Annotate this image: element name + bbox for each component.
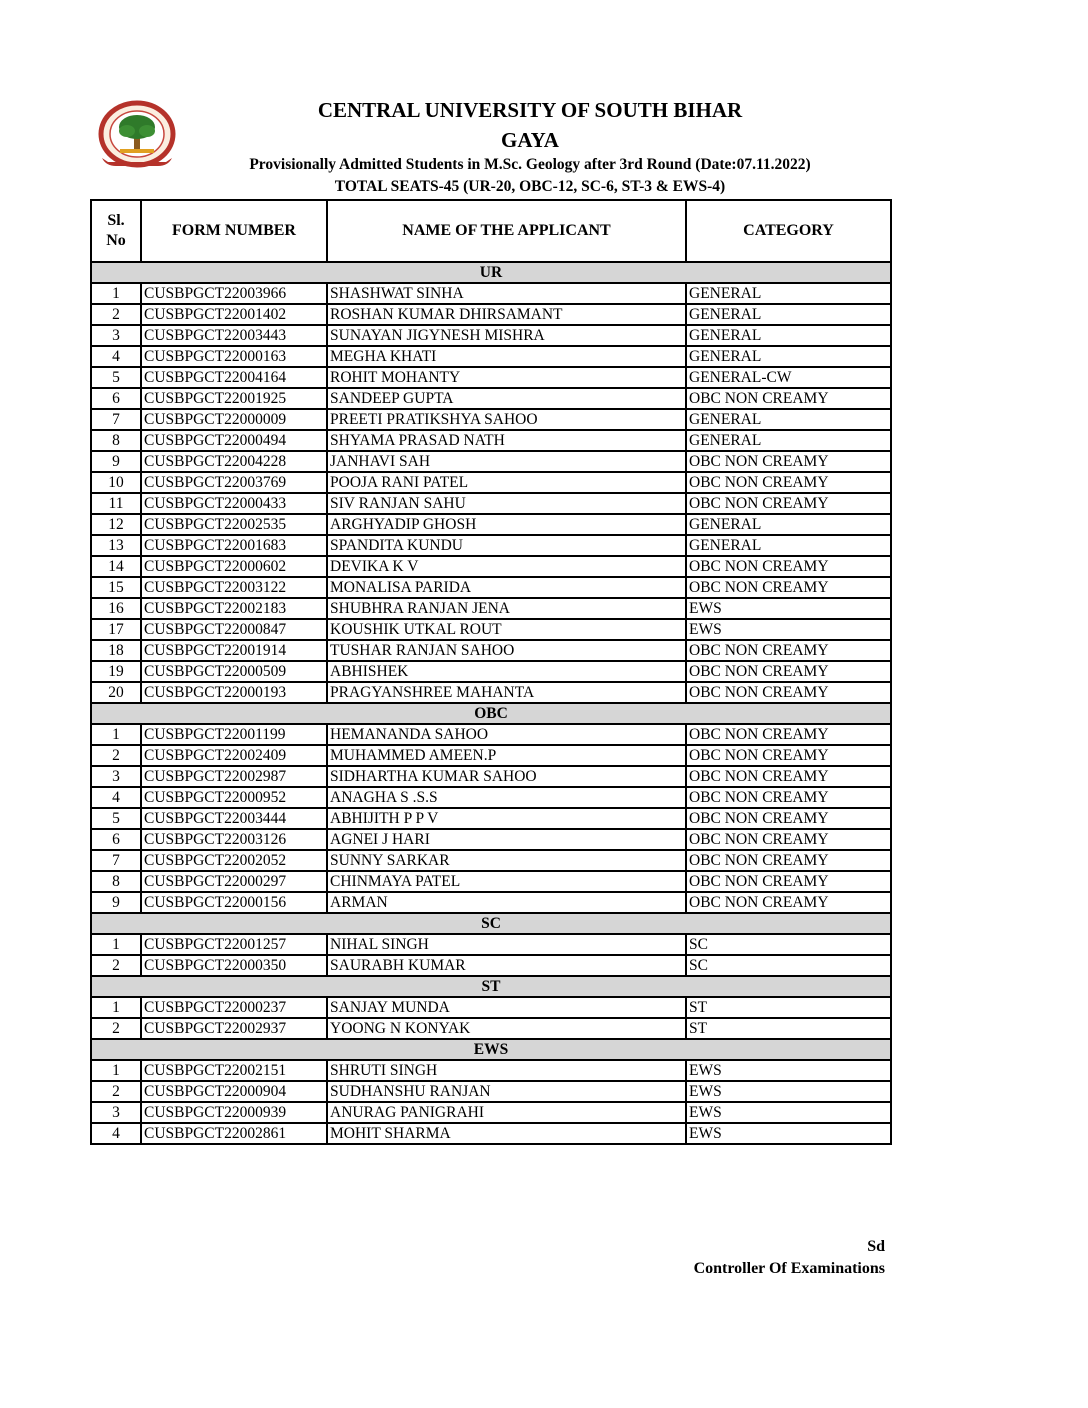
form-number-cell: CUSBPGCT22003769 [141,472,327,493]
admission-table [90,199,892,1145]
table-row [91,745,891,766]
category-cell: EWS [686,598,891,619]
applicant-name-cell: TUSHAR RANJAN SAHOO [327,640,686,661]
category-cell: OBC NON CREAMY [686,640,891,661]
form-number-cell: CUSBPGCT22001925 [141,388,327,409]
serial-number-cell: 11 [91,493,141,514]
table-row [91,388,891,409]
serial-number-cell: 2 [91,745,141,766]
form-number-cell: CUSBPGCT22003122 [141,577,327,598]
form-number-cell: CUSBPGCT22000494 [141,430,327,451]
table-row [91,598,891,619]
applicant-name-cell: AGNEI J HARI [327,829,686,850]
serial-number-cell: 8 [91,871,141,892]
form-number-cell: CUSBPGCT22000602 [141,556,327,577]
table-row [91,997,891,1018]
serial-number-cell: 20 [91,682,141,703]
serial-number-cell: 7 [91,850,141,871]
category-cell: GENERAL [686,283,891,304]
section-title: OBC [91,703,891,724]
table-row [91,787,891,808]
table-header-row [91,200,891,262]
category-cell: GENERAL [686,409,891,430]
table-row [91,766,891,787]
form-number-cell: CUSBPGCT22002151 [141,1060,327,1081]
applicant-name-cell: NIHAL SINGH [327,934,686,955]
category-cell: EWS [686,1081,891,1102]
category-cell: OBC NON CREAMY [686,724,891,745]
applicant-name-cell: SANDEEP GUPTA [327,388,686,409]
form-number-cell: CUSBPGCT22003966 [141,283,327,304]
category-cell: OBC NON CREAMY [686,556,891,577]
applicant-name-cell: PREETI PRATIKSHYA SAHOO [327,409,686,430]
table-row [91,283,891,304]
category-cell: ST [686,1018,891,1039]
serial-number-cell: 14 [91,556,141,577]
form-number-cell: CUSBPGCT22002409 [141,745,327,766]
serial-number-cell: 7 [91,409,141,430]
applicant-name-cell: SHASHWAT SINHA [327,283,686,304]
applicant-name-cell: ANURAG PANIGRAHI [327,1102,686,1123]
applicant-name-cell: PRAGYANSHREE MAHANTA [327,682,686,703]
serial-number-cell: 1 [91,283,141,304]
table-row [91,619,891,640]
table-row [91,1123,891,1144]
column-header-sl-no [91,200,141,262]
applicant-name-cell: SUNNY SARKAR [327,850,686,871]
applicant-name-cell: MEGHA KHATI [327,346,686,367]
form-number-cell: CUSBPGCT22002937 [141,1018,327,1039]
applicant-name-cell: ABHIJITH P P V [327,808,686,829]
category-cell: OBC NON CREAMY [686,493,891,514]
section-header-row [91,976,891,997]
applicant-name-cell: ROSHAN KUMAR DHIRSAMANT [327,304,686,325]
table-row [91,682,891,703]
serial-number-cell: 4 [91,346,141,367]
table-row [91,661,891,682]
form-number-cell: CUSBPGCT22002535 [141,514,327,535]
form-number-cell: CUSBPGCT22001683 [141,535,327,556]
applicant-name-cell: ROHIT MOHANTY [327,367,686,388]
signatory-title: Controller Of Examinations [693,1260,885,1277]
category-cell: EWS [686,619,891,640]
table-row [91,892,891,913]
serial-number-cell: 17 [91,619,141,640]
serial-number-cell: 3 [91,1102,141,1123]
category-cell: OBC NON CREAMY [686,745,891,766]
form-number-cell: CUSBPGCT22003444 [141,808,327,829]
form-number-cell: CUSBPGCT22000193 [141,682,327,703]
table-row [91,1018,891,1039]
form-number-cell: CUSBPGCT22000939 [141,1102,327,1123]
serial-number-cell: 3 [91,766,141,787]
serial-number-cell: 18 [91,640,141,661]
serial-number-cell: 3 [91,325,141,346]
table-row [91,934,891,955]
category-cell: OBC NON CREAMY [686,787,891,808]
table-row [91,367,891,388]
category-cell: OBC NON CREAMY [686,871,891,892]
category-cell: SC [686,955,891,976]
form-number-cell: CUSBPGCT22002183 [141,598,327,619]
table-row [91,535,891,556]
applicant-name-cell: HEMANANDA SAHOO [327,724,686,745]
serial-number-cell: 2 [91,1018,141,1039]
category-cell: OBC NON CREAMY [686,472,891,493]
column-header-no: No [106,232,126,249]
table-row [91,808,891,829]
table-row [91,640,891,661]
category-cell: OBC NON CREAMY [686,766,891,787]
table-row [91,829,891,850]
category-cell: GENERAL [686,535,891,556]
form-number-cell: CUSBPGCT22001199 [141,724,327,745]
applicant-name-cell: DEVIKA K V [327,556,686,577]
applicant-name-cell: JANHAVI SAH [327,451,686,472]
category-cell: GENERAL-CW [686,367,891,388]
column-header-category: CATEGORY [686,200,891,262]
category-cell: ST [686,997,891,1018]
applicant-name-cell: MUHAMMED AMEEN.P [327,745,686,766]
applicant-name-cell: MOHIT SHARMA [327,1123,686,1144]
table-row [91,850,891,871]
table-row [91,871,891,892]
applicant-name-cell: SHUBHRA RANJAN JENA [327,598,686,619]
serial-number-cell: 1 [91,934,141,955]
serial-number-cell: 13 [91,535,141,556]
form-number-cell: CUSBPGCT22000847 [141,619,327,640]
form-number-cell: CUSBPGCT22000163 [141,346,327,367]
table-row [91,577,891,598]
applicant-name-cell: SIDHARTHA KUMAR SAHOO [327,766,686,787]
form-number-cell: CUSBPGCT22003126 [141,829,327,850]
section-title: UR [91,262,891,283]
university-title: CENTRAL UNIVERSITY OF SOUTH BIHAR [317,98,743,122]
serial-number-cell: 2 [91,955,141,976]
table-row [91,724,891,745]
form-number-cell: CUSBPGCT22001257 [141,934,327,955]
form-number-cell: CUSBPGCT22000009 [141,409,327,430]
serial-number-cell: 6 [91,829,141,850]
form-number-cell: CUSBPGCT22001914 [141,640,327,661]
university-city: GAYA [501,128,559,152]
serial-number-cell: 5 [91,367,141,388]
applicant-name-cell: ARGHYADIP GHOSH [327,514,686,535]
applicant-name-cell: POOJA RANI PATEL [327,472,686,493]
category-cell: OBC NON CREAMY [686,892,891,913]
form-number-cell: CUSBPGCT22002987 [141,766,327,787]
form-number-cell: CUSBPGCT22000156 [141,892,327,913]
form-number-cell: CUSBPGCT22002861 [141,1123,327,1144]
category-cell: GENERAL [686,304,891,325]
table-row [91,430,891,451]
category-cell: OBC NON CREAMY [686,808,891,829]
total-seats: TOTAL SEATS-45 (UR-20, OBC-12, SC-6, ST-3 & EWS-4) [334,178,726,195]
serial-number-cell: 9 [91,451,141,472]
serial-number-cell: 10 [91,472,141,493]
table-row [91,472,891,493]
list-subtitle: Provisionally Admitted Students in M.Sc. Geology after 3rd Round (Date:07.11.2022) [249,156,811,173]
table-row [91,451,891,472]
applicant-name-cell: MONALISA PARIDA [327,577,686,598]
serial-number-cell: 12 [91,514,141,535]
applicant-name-cell: SHRUTI SINGH [327,1060,686,1081]
table-row [91,514,891,535]
section-header-row [91,1039,891,1060]
section-header-row [91,703,891,724]
form-number-cell: CUSBPGCT22000509 [141,661,327,682]
serial-number-cell: 4 [91,787,141,808]
section-title: EWS [91,1039,891,1060]
serial-number-cell: 2 [91,304,141,325]
serial-number-cell: 9 [91,892,141,913]
form-number-cell: CUSBPGCT22004228 [141,451,327,472]
serial-number-cell: 15 [91,577,141,598]
applicant-name-cell: SUNAYAN JIGYNESH MISHRA [327,325,686,346]
form-number-cell: CUSBPGCT22003443 [141,325,327,346]
form-number-cell: CUSBPGCT22002052 [141,850,327,871]
form-number-cell: CUSBPGCT22000237 [141,997,327,1018]
serial-number-cell: 1 [91,724,141,745]
form-number-cell: CUSBPGCT22000350 [141,955,327,976]
category-cell: GENERAL [686,325,891,346]
table-row [91,346,891,367]
applicant-name-cell: SANJAY MUNDA [327,997,686,1018]
column-header-applicant-name: NAME OF THE APPLICANT [327,200,686,262]
serial-number-cell: 16 [91,598,141,619]
serial-number-cell: 1 [91,1060,141,1081]
table-row [91,1081,891,1102]
category-cell: OBC NON CREAMY [686,829,891,850]
serial-number-cell: 6 [91,388,141,409]
table-row [91,493,891,514]
table-row [91,556,891,577]
section-title: ST [91,976,891,997]
category-cell: SC [686,934,891,955]
section-header-row [91,913,891,934]
category-cell: EWS [686,1102,891,1123]
signature-sd: Sd [867,1238,885,1255]
applicant-name-cell: YOONG N KONYAK [327,1018,686,1039]
serial-number-cell: 1 [91,997,141,1018]
category-cell: GENERAL [686,346,891,367]
table-row [91,325,891,346]
applicant-name-cell: SUDHANSHU RANJAN [327,1081,686,1102]
table-row [91,955,891,976]
category-cell: OBC NON CREAMY [686,577,891,598]
category-cell: OBC NON CREAMY [686,388,891,409]
category-cell: EWS [686,1060,891,1081]
category-cell: GENERAL [686,430,891,451]
form-number-cell: CUSBPGCT22000297 [141,871,327,892]
form-number-cell: CUSBPGCT22004164 [141,367,327,388]
applicant-name-cell: SHYAMA PRASAD NATH [327,430,686,451]
serial-number-cell: 4 [91,1123,141,1144]
applicant-name-cell: ABHISHEK [327,661,686,682]
category-cell: OBC NON CREAMY [686,850,891,871]
serial-number-cell: 19 [91,661,141,682]
applicant-name-cell: CHINMAYA PATEL [327,871,686,892]
table-row [91,409,891,430]
applicant-name-cell: SPANDITA KUNDU [327,535,686,556]
applicant-name-cell: SAURABH KUMAR [327,955,686,976]
serial-number-cell: 2 [91,1081,141,1102]
applicant-name-cell: SIV RANJAN SAHU [327,493,686,514]
serial-number-cell: 8 [91,430,141,451]
table-row [91,1102,891,1123]
category-cell: OBC NON CREAMY [686,451,891,472]
applicant-name-cell: ANAGHA S .S.S [327,787,686,808]
form-number-cell: CUSBPGCT22000904 [141,1081,327,1102]
serial-number-cell: 5 [91,808,141,829]
category-cell: OBC NON CREAMY [686,661,891,682]
column-header-form-number: FORM NUMBER [141,200,327,262]
column-header-sl: Sl. [107,212,125,229]
category-cell: OBC NON CREAMY [686,682,891,703]
table-row [91,304,891,325]
form-number-cell: CUSBPGCT22000952 [141,787,327,808]
applicant-name-cell: KOUSHIK UTKAL ROUT [327,619,686,640]
form-number-cell: CUSBPGCT22001402 [141,304,327,325]
table-row [91,1060,891,1081]
category-cell: GENERAL [686,514,891,535]
applicant-name-cell: ARMAN [327,892,686,913]
section-header-row [91,262,891,283]
section-title: SC [91,913,891,934]
category-cell: EWS [686,1123,891,1144]
form-number-cell: CUSBPGCT22000433 [141,493,327,514]
